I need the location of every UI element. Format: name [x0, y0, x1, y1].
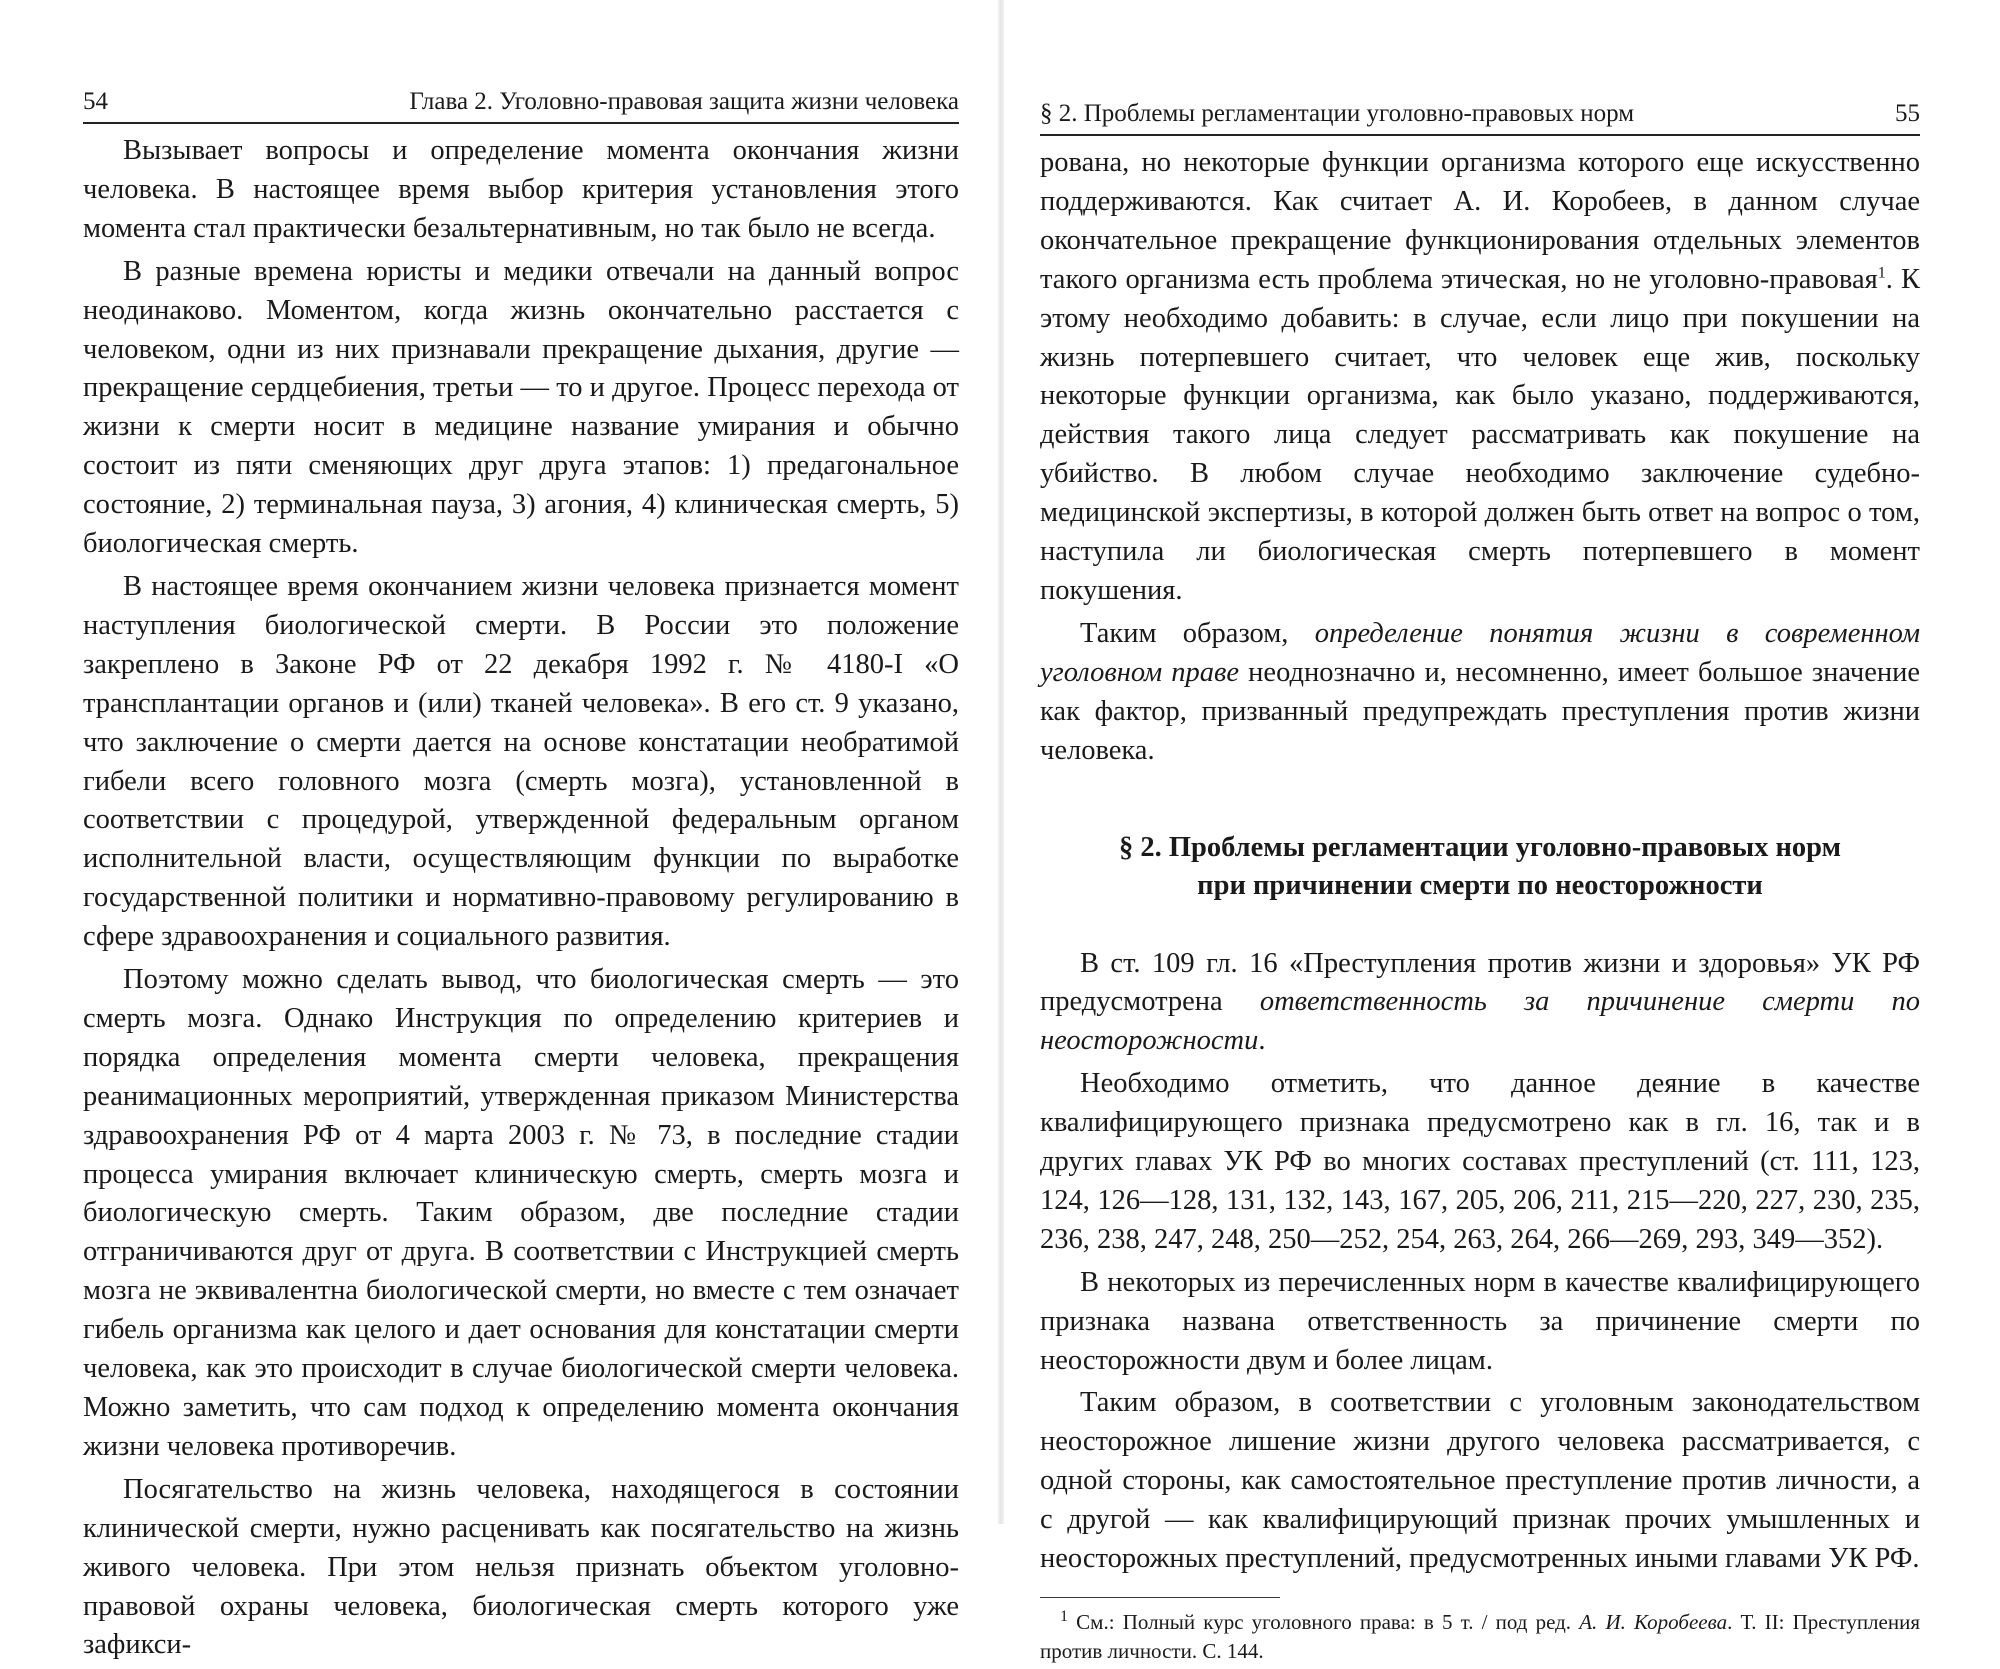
right-paragraph-3-start: В ст. 109 гл. 16 «Преступления против жизни и здоровья» УК РФ предусмотрена	[1040, 947, 1920, 1018]
footnote	[1040, 1608, 1920, 1666]
footnote-text-end: . Т. II: Преступления против личности. С. 144.	[1040, 1610, 1920, 1663]
right-paragraph-3-end: .	[1258, 1025, 1266, 1057]
footnote-reference-mark: 1	[1877, 264, 1886, 282]
right-paragraph-1-text: рована, но некоторые функции организма которого еще искусственно поддерживаются. Как считает А. И. Коробеев, в данном случае окончательное прекращение функционирования отдельных элементов такого организма есть проблема этическая, но не уголовно-правовая	[1040, 147, 1920, 295]
section-heading-line-2: при причинении смерти по неосторожности	[1197, 869, 1763, 901]
right-paragraph-1-continuation: . К этому необходимо добавить: в случае, если лицо при покушении на жизнь потерпевшего считает, что человек еще жив, поскольку некоторые функции организма, как было указано, поддерживаются, действия такого лица следует рассматривать как покушение на убийство. В любом случае необходимо заключение судебно-медицинской экспертизы, в которой должен быть ответ на вопрос о том, наступила ли биологическая смерть потерпевшего в момент покушения.	[1040, 263, 1920, 606]
right-page-number: 55	[1895, 100, 1920, 127]
right-running-head	[1040, 100, 1920, 136]
section-heading	[1040, 829, 1920, 905]
left-running-head-title: Глава 2. Уголовно-правовая защита жизни человека	[409, 88, 959, 115]
left-paragraph-2: В разные времена юристы и медики отвечали на данный вопрос неодинаково. Моментом, когда жизнь окончательно расстается с человеком, одни из них признавали прекращение дыхания, другие — прекращение сердцебиения, третьи — то и другое. Процесс перехода от жизни к смерти носит в медицине название умирания и обычно состоит из пяти сменяющих друг друга этапов: 1) предагональное состояние, 2) терминальная пауза, 3) агония, 4) клиническая смерть, 5) биологическая смерть.	[83, 255, 959, 560]
book-gutter	[998, 0, 1004, 1524]
section-heading-line-1: § 2. Проблемы регламентации уголовно-правовых норм	[1118, 831, 1842, 863]
footnote-mark: 1	[1060, 1608, 1068, 1625]
right-paragraph-2-start: Таким образом,	[1080, 617, 1315, 649]
left-page-number: 54	[83, 88, 108, 115]
left-paragraph-4: Поэтому можно сделать вывод, что биологическая смерть — это смерть мозга. Однако Инструкция по определению критериев и порядка определения момента смерти человека, прекращения реанимационных мероприятий, утвержденная приказом Министерства здравоохранения РФ от 4 марта 2003 г. № 73, в последние стадии процесса умирания включает клиническую смерть, смерть мозга и биологическую смерть. Таким образом, две последние стадии отграничиваются друг от друга. В соответствии с Инструкцией смерть мозга не эквивалентна биологической смерти, но вместе с тем означает гибель организма как целого и дает основания для констатации смерти человека, как это происходит в случае биологической смерти человека. Можно заметить, что сам подход к определению момента окончания жизни человека противоречив.	[83, 964, 959, 1462]
right-paragraph-2	[1040, 615, 1920, 771]
right-paragraph-2-end: неоднозначно и, несомненно, имеет большое значение как фактор, призванный предупреждать преступления против жизни человека.	[1040, 656, 1920, 766]
right-paragraph-5: В некоторых из перечисленных норм в качестве квалифицирующего признака названа ответственность за причинение смерти по неосторожности двум и более лицам.	[1040, 1266, 1920, 1376]
right-paragraph-4: Необходимо отметить, что данное деяние в качестве квалифицирующего признака предусмотрено как в гл. 16, так и в других главах УК РФ во многих составах преступлений (ст. 111, 123, 124, 126—128, 131, 132, 143, 167, 205, 206, 211, 215—220, 227, 230, 235, 236, 238, 247, 248, 250—252, 254, 263, 264, 266—269, 293, 349—352).	[1040, 1068, 1920, 1255]
right-paragraph-6: Таким образом, в соответствии с уголовным законодательством неосторожное лишение жизни другого человека рассматривается, с одной стороны, как самостоятельное преступление против личности, а с другой — как квалифицирующий признак прочих умышленных и неосторожных преступлений, предусмотренных иными главами УК РФ.	[1040, 1387, 1920, 1575]
right-page	[1040, 100, 1920, 1666]
footnote-editor: А. И. Коробеева	[1579, 1610, 1728, 1634]
left-paragraph-3: В настоящее время окончанием жизни человека признается момент наступления биологической смерти. В России это положение закреплено в Законе РФ от 22 декабря 1992 г. № 4180-I «О трансплантации органов и (или) тканей человека». В его ст. 9 указано, что заключение о смерти дается на основе констатации необратимой гибели всего головного мозга (смерть мозга), установленной в соответствии с процедурой, утвержденной федеральным органом исполнительной власти, осуществляющим функции по выработке государственной политики и нормативно-правовому регулированию в сфере здравоохранения и социального развития.	[83, 570, 959, 953]
right-running-head-title: § 2. Проблемы регламентации уголовно-правовых норм	[1040, 100, 1635, 127]
right-paragraph-2-emphasis: определение понятия жизни в современном уголовном праве	[1040, 617, 1921, 688]
footnote-text-start: См.: Полный курс уголовного права: в 5 т. / под ред.	[1068, 1610, 1580, 1634]
right-paragraph-3	[1040, 945, 1920, 1062]
right-paragraph-1	[1040, 144, 1920, 611]
footnote-rule	[1040, 1597, 1280, 1598]
right-paragraph-3-emphasis: ответственность за причинение смерти по неосторожности	[1040, 986, 1920, 1057]
left-paragraph-5: Посягательство на жизнь человека, находящегося в состоянии клинической смерти, нужно расценивать как посягательство на жизнь живого человека. При этом нельзя признать объектом уголовно-правовой охраны человека, биологическая смерть которого уже зафикси-	[83, 1473, 959, 1661]
right-body-text	[1040, 144, 1920, 1579]
left-page	[83, 88, 959, 1669]
left-paragraph-1: Вызывает вопросы и определение момента окончания жизни человека. В настоящее время выбор критерия установления этого момента стал практически безальтернативным, но так было не всегда.	[83, 135, 959, 244]
left-body-text	[83, 132, 959, 1665]
left-running-head	[83, 88, 959, 124]
